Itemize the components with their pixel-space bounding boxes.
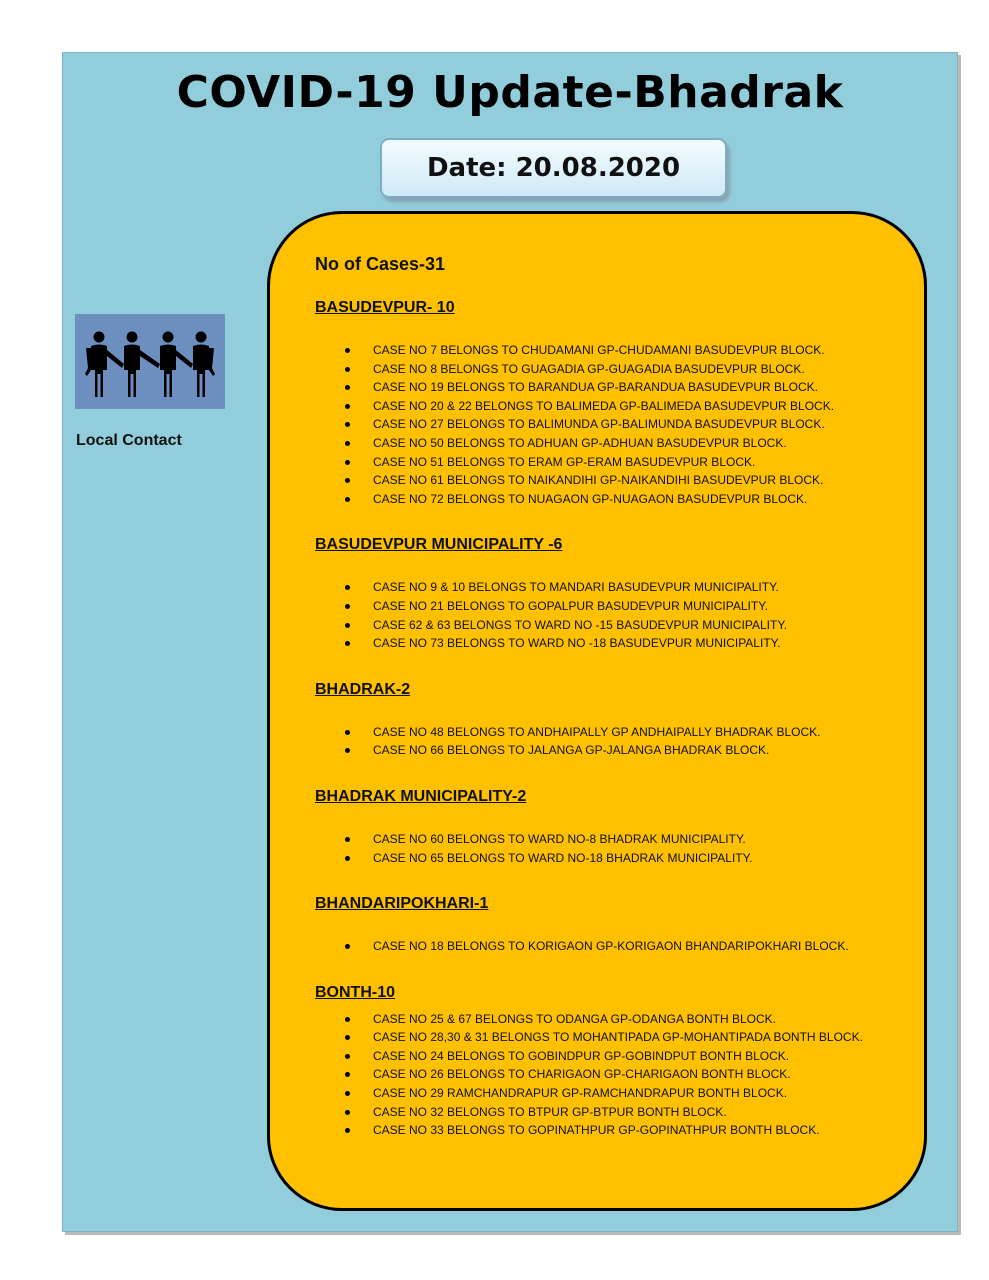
- case-list-basudevpur-municipality: [315, 578, 904, 652]
- case-item: CASE NO 51 BELONGS TO ERAM GP-ERAM BASUDEVPUR BLOCK.: [315, 453, 904, 472]
- section-title-basudevpur: BASUDEVPUR- 10: [315, 299, 455, 316]
- section-title-basudevpur-municipality: BASUDEVPUR MUNICIPALITY -6: [315, 536, 563, 554]
- case-item: CASE NO 7 BELONGS TO CHUDAMANI GP-CHUDAMANI BASUDEVPUR BLOCK.: [315, 341, 904, 360]
- case-item: CASE NO 8 BELONGS TO GUAGADIA GP-GUAGADIA BASUDEVPUR BLOCK.: [315, 360, 904, 379]
- date-badge: Date: 20.08.2020: [380, 138, 727, 198]
- case-item: CASE NO 26 BELONGS TO CHARIGAON GP-CHARIGAON BONTH BLOCK.: [315, 1065, 904, 1084]
- people-holding-hands-icon: [75, 314, 225, 409]
- cases-card: [267, 211, 927, 1211]
- case-item: CASE NO 65 BELONGS TO WARD NO-18 BHADRAK MUNICIPALITY.: [315, 849, 904, 868]
- case-list-basudevpur: [315, 341, 904, 508]
- case-item: CASE NO 27 BELONGS TO BALIMUNDA GP-BALIMUNDA BASUDEVPUR BLOCK.: [315, 415, 904, 434]
- bulletin-page: [62, 52, 958, 1232]
- total-cases: No of Cases-31: [315, 254, 446, 274]
- case-item: CASE NO 73 BELONGS TO WARD NO -18 BASUDEVPUR MUNICIPALITY.: [315, 634, 904, 653]
- case-item: CASE NO 21 BELONGS TO GOPALPUR BASUDEVPUR MUNICIPALITY.: [315, 597, 904, 616]
- section-title-bonth: BONTH-10: [315, 983, 396, 1001]
- case-item: CASE NO 24 BELONGS TO GOBINDPUR GP-GOBINDPUT BONTH BLOCK.: [315, 1047, 904, 1066]
- case-list-bhadrak: [315, 723, 904, 760]
- local-contact-label: Local Contact: [76, 432, 182, 449]
- case-list-bonth: [315, 1010, 904, 1140]
- case-item: CASE NO 50 BELONGS TO ADHUAN GP-ADHUAN BASUDEVPUR BLOCK.: [315, 434, 904, 453]
- people-icon-graphic: [75, 314, 225, 409]
- case-item: CASE NO 18 BELONGS TO KORIGAON GP-KORIGAON BHANDARIPOKHARI BLOCK.: [315, 937, 904, 956]
- case-item: CASE NO 61 BELONGS TO NAIKANDIHI GP-NAIKANDIHI BASUDEVPUR BLOCK.: [315, 471, 904, 490]
- case-item: CASE NO 25 & 67 BELONGS TO ODANGA GP-ODANGA BONTH BLOCK.: [315, 1010, 904, 1029]
- case-list-bhandaripokhari: [315, 937, 904, 956]
- case-item: CASE NO 29 RAMCHANDRAPUR GP-RAMCHANDRAPUR BONTH BLOCK.: [315, 1084, 904, 1103]
- page-title: COVID-19 Update-Bhadrak: [176, 67, 844, 118]
- case-item: CASE NO 48 BELONGS TO ANDHAIPALLY GP ANDHAIPALLY BHADRAK BLOCK.: [315, 723, 904, 742]
- case-item: CASE NO 20 & 22 BELONGS TO BALIMEDA GP-BALIMEDA BASUDEVPUR BLOCK.: [315, 397, 904, 416]
- case-item: CASE NO 19 BELONGS TO BARANDUA GP-BARANDUA BASUDEVPUR BLOCK.: [315, 378, 904, 397]
- section-title-bhandaripokhari: BHANDARIPOKHARI-1: [315, 895, 489, 913]
- case-list-bhadrak-municipality: [315, 830, 904, 867]
- cases-card-content: [315, 254, 904, 1140]
- case-item: CASE 62 & 63 BELONGS TO WARD NO -15 BASUDEVPUR MUNICIPALITY.: [315, 616, 904, 635]
- case-item: CASE NO 33 BELONGS TO GOPINATHPUR GP-GOPINATHPUR BONTH BLOCK.: [315, 1121, 904, 1140]
- case-item: CASE NO 60 BELONGS TO WARD NO-8 BHADRAK MUNICIPALITY.: [315, 830, 904, 849]
- case-item: CASE NO 32 BELONGS TO BTPUR GP-BTPUR BONTH BLOCK.: [315, 1103, 904, 1122]
- case-item: CASE NO 9 & 10 BELONGS TO MANDARI BASUDEVPUR MUNICIPALITY.: [315, 578, 904, 597]
- case-item: CASE NO 72 BELONGS TO NUAGAON GP-NUAGAON BASUDEVPUR BLOCK.: [315, 490, 904, 509]
- case-item: CASE NO 66 BELONGS TO JALANGA GP-JALANGA BHADRAK BLOCK.: [315, 741, 904, 760]
- section-title-bhadrak-municipality: BHADRAK MUNICIPALITY-2: [315, 787, 527, 805]
- section-title-bhadrak: BHADRAK-2: [315, 680, 411, 698]
- case-item: CASE NO 28,30 & 31 BELONGS TO MOHANTIPADA GP-MOHANTIPADA BONTH BLOCK.: [315, 1028, 904, 1047]
